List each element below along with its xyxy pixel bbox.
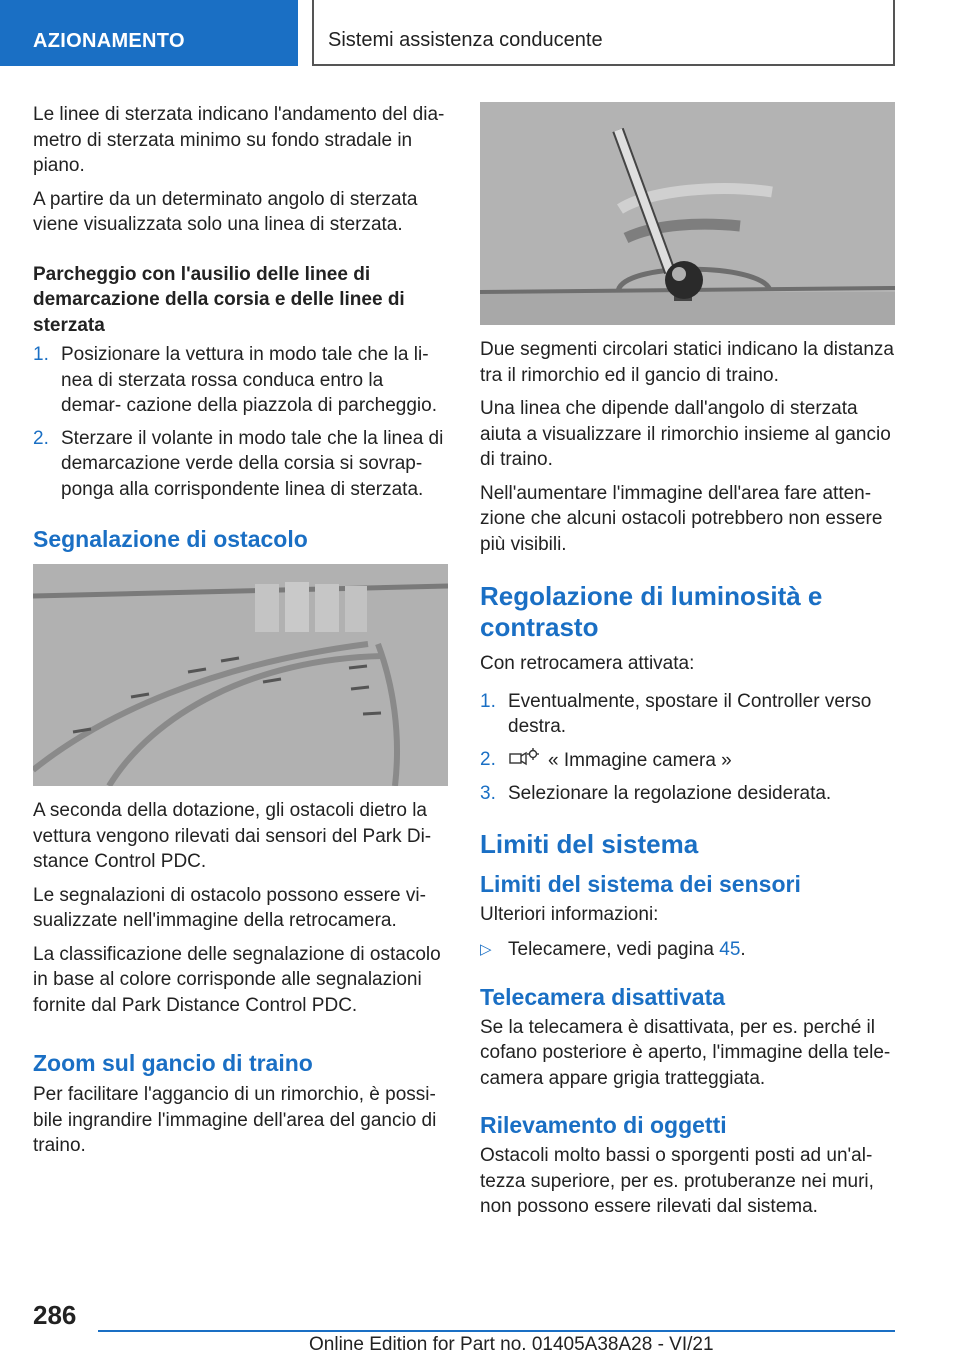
- chapter-title: Sistemi assistenza conducente: [312, 0, 895, 66]
- paragraph: Ulteriori informazioni:: [480, 903, 659, 925]
- paragraph: Per facilitare l'aggancio di un rimorchio, è possi‐ bile ingrandire l'immagine dell'area del gancio di traino.: [33, 1084, 437, 1156]
- step-number: 1.: [33, 344, 49, 365]
- left-column: [33, 102, 448, 1167]
- right-column: [480, 102, 895, 1228]
- paragraph: Le segnalazioni di ostacolo possono essere vi‐ sualizzate nell'immagine della retrocamera.: [33, 884, 426, 931]
- triangle-right-icon: ▷: [480, 941, 492, 958]
- step-text: Eventualmente, spostare il Controller verso destra.: [508, 690, 872, 737]
- bullet-text: Telecamere, vedi pagina: [508, 939, 720, 960]
- subsection-heading-detect: Rilevamento di oggetti: [480, 1112, 727, 1138]
- edition-text: Online Edition for Part no. 01405A38A28 - VI/21: [309, 1334, 714, 1355]
- footer-divider: [98, 1330, 895, 1332]
- list-item: [480, 689, 895, 740]
- list-item: [480, 781, 895, 807]
- step-number: 2.: [480, 748, 496, 770]
- paragraph: Se la telecamera è disattivata, per es. perché il cofano posteriore è aperto, l'immagine della tele‐ camera appare grigia tratteggiata.: [480, 1016, 891, 1089]
- section-heading-obstacle: Segnalazione di ostacolo: [33, 526, 308, 552]
- subsection-heading-sensors: Limiti del sistema dei sensori: [480, 870, 801, 897]
- paragraph: La classificazione delle segnalazione di ostacolo in base al colore corrisponde alle segnalazioni fornite dal Park Distance Control PDC.: [33, 943, 441, 1016]
- section-heading-zoom: Zoom sul gancio di traino: [33, 1050, 313, 1076]
- list-item: [33, 426, 448, 503]
- section-heading-limits: Limiti del sistema: [480, 828, 699, 859]
- list-item: [480, 937, 895, 963]
- paragraph: Le linee di sterzata indicano l'andamento del dia‐ metro di sterzata minimo su fondo stradale in piano.: [33, 104, 445, 176]
- paragraph: Due segmenti circolari statici indicano la distanza tra il rimorchio ed il gancio di traino.: [480, 339, 894, 386]
- obstacle-display-image: [33, 564, 448, 786]
- step-text: « Immagine camera »: [548, 749, 732, 771]
- step-list: [33, 342, 448, 502]
- subsection-heading-disabled: Telecamera disattivata: [480, 983, 726, 1010]
- step-text: Sterzare il volante in modo tale che la linea di demarcazione verde della corsia si sovrap‐ ponga alla corrispondente linea di sterzata.: [61, 427, 444, 500]
- step-list: [480, 689, 895, 807]
- procedure-heading: Parcheggio con l'ausilio delle linee di demarcazione della corsia e delle linee di sterzata: [33, 263, 405, 336]
- section-heading-brightness: Regolazione di luminosità e contrasto: [480, 581, 823, 642]
- paragraph: Nell'aumentare l'immagine dell'area fare atten‐ zione che alcuni ostacoli potrebbero non essere più visibili.: [480, 482, 883, 555]
- paragraph: Ostacoli molto bassi o sporgenti posti ad un'al‐ tezza superiore, per es. protuberanze nei muri, non possono essere rilevati dal sistema.: [480, 1145, 874, 1217]
- list-item: [480, 747, 895, 775]
- tow-hitch-illustration: [480, 102, 895, 325]
- paragraph: Con retrocamera attivata:: [480, 653, 695, 674]
- step-number: 1.: [480, 690, 496, 712]
- section-tab: AZIONAMENTO: [0, 0, 298, 66]
- road-lines-illustration: [33, 564, 448, 786]
- page-number: 286: [33, 1300, 77, 1330]
- step-number: 3.: [480, 783, 496, 804]
- paragraph: A partire da un determinato angolo di sterzata viene visualizzata solo una linea di sterzata.: [33, 188, 418, 235]
- step-text: Selezionare la regolazione desiderata.: [508, 783, 832, 804]
- step-text: Posizionare la vettura in modo tale che la li‐ nea di sterzata rossa conduca entro la demar‐ cazione della piazzola di parcheggio.: [61, 344, 438, 416]
- bullet-end: .: [740, 939, 746, 960]
- paragraph: Una linea che dipende dall'angolo di sterzata aiuta a visualizzare il rimorchio insieme al gancio di traino.: [480, 398, 891, 470]
- step-number: 2.: [33, 427, 49, 449]
- paragraph: A seconda della dotazione, gli ostacoli dietro la vettura vengono rilevati dai sensori del Park Di‐ stance Control PDC.: [33, 800, 432, 872]
- tow-hitch-zoom-image: [480, 102, 895, 325]
- reference-list: [480, 937, 895, 963]
- page-link[interactable]: 45: [719, 939, 741, 960]
- page-header: [0, 0, 960, 66]
- list-item: [33, 342, 448, 419]
- camera-settings-icon: [508, 747, 540, 775]
